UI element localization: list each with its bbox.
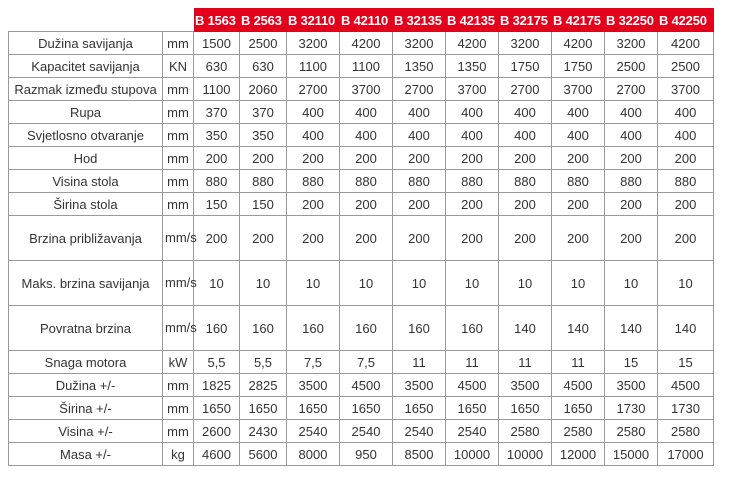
table-row bbox=[9, 32, 714, 55]
value-cell: 3500 bbox=[287, 374, 340, 397]
row-unit: mm bbox=[163, 124, 194, 147]
value-cell: 3500 bbox=[605, 374, 658, 397]
value-cell: 950 bbox=[340, 443, 393, 466]
value-cell: 200 bbox=[194, 147, 240, 170]
value-cell: 630 bbox=[194, 55, 240, 78]
row-label: Širina +/- bbox=[9, 397, 163, 420]
value-cell: 880 bbox=[499, 170, 552, 193]
row-label: Brzina približavanja bbox=[9, 216, 163, 261]
value-cell: 3700 bbox=[552, 78, 605, 101]
header-blank-unit bbox=[163, 9, 194, 32]
value-cell: 140 bbox=[605, 306, 658, 351]
value-cell: 2700 bbox=[499, 78, 552, 101]
value-cell: 12000 bbox=[552, 443, 605, 466]
value-cell: 150 bbox=[240, 193, 287, 216]
table-row bbox=[9, 216, 714, 261]
value-cell: 880 bbox=[658, 170, 714, 193]
value-cell: 1650 bbox=[194, 397, 240, 420]
value-cell: 1650 bbox=[446, 397, 499, 420]
value-cell: 200 bbox=[658, 193, 714, 216]
value-cell: 200 bbox=[552, 193, 605, 216]
header-row bbox=[9, 9, 714, 32]
value-cell: 1750 bbox=[499, 55, 552, 78]
value-cell: 2540 bbox=[393, 420, 446, 443]
value-cell: 10 bbox=[393, 261, 446, 306]
value-cell: 200 bbox=[658, 216, 714, 261]
table-row bbox=[9, 124, 714, 147]
table-row bbox=[9, 443, 714, 466]
row-label: Rupa bbox=[9, 101, 163, 124]
row-unit: mm bbox=[163, 374, 194, 397]
value-cell: 3700 bbox=[340, 78, 393, 101]
value-cell: 15 bbox=[605, 351, 658, 374]
value-cell: 400 bbox=[552, 124, 605, 147]
row-label: Visina +/- bbox=[9, 420, 163, 443]
value-cell: 8000 bbox=[287, 443, 340, 466]
value-cell: 400 bbox=[287, 101, 340, 124]
value-cell: 15 bbox=[658, 351, 714, 374]
table-row bbox=[9, 55, 714, 78]
value-cell: 10 bbox=[287, 261, 340, 306]
value-cell: 200 bbox=[240, 147, 287, 170]
value-cell: 2700 bbox=[605, 78, 658, 101]
value-cell: 4200 bbox=[340, 32, 393, 55]
row-label: Povratna brzina bbox=[9, 306, 163, 351]
table-row bbox=[9, 261, 714, 306]
value-cell: 10 bbox=[340, 261, 393, 306]
row-unit: mm/s bbox=[163, 261, 194, 306]
value-cell: 140 bbox=[552, 306, 605, 351]
row-label: Hod bbox=[9, 147, 163, 170]
value-cell: 200 bbox=[499, 147, 552, 170]
value-cell: 2700 bbox=[287, 78, 340, 101]
value-cell: 200 bbox=[605, 147, 658, 170]
value-cell: 1730 bbox=[658, 397, 714, 420]
row-label: Kapacitet savijanja bbox=[9, 55, 163, 78]
value-cell: 1100 bbox=[340, 55, 393, 78]
value-cell: 1650 bbox=[240, 397, 287, 420]
value-cell: 160 bbox=[287, 306, 340, 351]
row-unit: mm bbox=[163, 101, 194, 124]
value-cell: 8500 bbox=[393, 443, 446, 466]
row-label: Visina stola bbox=[9, 170, 163, 193]
value-cell: 200 bbox=[446, 193, 499, 216]
model-header: B 42250 bbox=[658, 9, 714, 32]
table-row bbox=[9, 170, 714, 193]
value-cell: 11 bbox=[499, 351, 552, 374]
value-cell: 10 bbox=[658, 261, 714, 306]
value-cell: 17000 bbox=[658, 443, 714, 466]
value-cell: 200 bbox=[340, 216, 393, 261]
value-cell: 3200 bbox=[287, 32, 340, 55]
table-row bbox=[9, 78, 714, 101]
value-cell: 200 bbox=[552, 147, 605, 170]
row-label: Širina stola bbox=[9, 193, 163, 216]
value-cell: 880 bbox=[552, 170, 605, 193]
value-cell: 400 bbox=[446, 124, 499, 147]
value-cell: 400 bbox=[605, 101, 658, 124]
row-unit: mm bbox=[163, 78, 194, 101]
value-cell: 1350 bbox=[393, 55, 446, 78]
value-cell: 370 bbox=[240, 101, 287, 124]
value-cell: 1650 bbox=[499, 397, 552, 420]
value-cell: 2600 bbox=[194, 420, 240, 443]
value-cell: 880 bbox=[194, 170, 240, 193]
value-cell: 200 bbox=[446, 216, 499, 261]
value-cell: 2500 bbox=[240, 32, 287, 55]
table-row bbox=[9, 101, 714, 124]
value-cell: 200 bbox=[393, 147, 446, 170]
value-cell: 200 bbox=[194, 216, 240, 261]
value-cell: 1500 bbox=[194, 32, 240, 55]
value-cell: 11 bbox=[552, 351, 605, 374]
value-cell: 3200 bbox=[499, 32, 552, 55]
value-cell: 2500 bbox=[658, 55, 714, 78]
value-cell: 200 bbox=[658, 147, 714, 170]
value-cell: 200 bbox=[340, 147, 393, 170]
row-unit: mm bbox=[163, 32, 194, 55]
value-cell: 400 bbox=[499, 124, 552, 147]
value-cell: 3700 bbox=[446, 78, 499, 101]
value-cell: 160 bbox=[194, 306, 240, 351]
value-cell: 200 bbox=[287, 193, 340, 216]
value-cell: 10 bbox=[552, 261, 605, 306]
value-cell: 200 bbox=[605, 216, 658, 261]
value-cell: 1750 bbox=[552, 55, 605, 78]
table-row bbox=[9, 147, 714, 170]
value-cell: 2580 bbox=[658, 420, 714, 443]
value-cell: 15000 bbox=[605, 443, 658, 466]
row-unit: mm bbox=[163, 147, 194, 170]
value-cell: 200 bbox=[552, 216, 605, 261]
row-unit: mm/s bbox=[163, 306, 194, 351]
model-header: B 32250 bbox=[605, 9, 658, 32]
value-cell: 3700 bbox=[658, 78, 714, 101]
value-cell: 200 bbox=[499, 193, 552, 216]
value-cell: 10 bbox=[194, 261, 240, 306]
value-cell: 160 bbox=[393, 306, 446, 351]
value-cell: 10000 bbox=[446, 443, 499, 466]
row-label: Dužina savijanja bbox=[9, 32, 163, 55]
value-cell: 1650 bbox=[552, 397, 605, 420]
row-label: Snaga motora bbox=[9, 351, 163, 374]
value-cell: 4500 bbox=[552, 374, 605, 397]
value-cell: 3500 bbox=[393, 374, 446, 397]
value-cell: 2430 bbox=[240, 420, 287, 443]
value-cell: 3500 bbox=[499, 374, 552, 397]
value-cell: 200 bbox=[605, 193, 658, 216]
value-cell: 10 bbox=[605, 261, 658, 306]
value-cell: 400 bbox=[658, 124, 714, 147]
row-unit: mm bbox=[163, 420, 194, 443]
value-cell: 1100 bbox=[194, 78, 240, 101]
value-cell: 400 bbox=[393, 124, 446, 147]
value-cell: 400 bbox=[393, 101, 446, 124]
value-cell: 4600 bbox=[194, 443, 240, 466]
value-cell: 10 bbox=[446, 261, 499, 306]
value-cell: 880 bbox=[340, 170, 393, 193]
header-blank-label bbox=[9, 9, 163, 32]
row-label: Masa +/- bbox=[9, 443, 163, 466]
value-cell: 400 bbox=[658, 101, 714, 124]
row-unit: mm bbox=[163, 170, 194, 193]
value-cell: 10 bbox=[240, 261, 287, 306]
value-cell: 880 bbox=[287, 170, 340, 193]
value-cell: 1650 bbox=[287, 397, 340, 420]
value-cell: 630 bbox=[240, 55, 287, 78]
model-header: B 32135 bbox=[393, 9, 446, 32]
row-label: Maks. brzina savijanja bbox=[9, 261, 163, 306]
value-cell: 2060 bbox=[240, 78, 287, 101]
table-row bbox=[9, 420, 714, 443]
value-cell: 2540 bbox=[340, 420, 393, 443]
row-unit: mm/s bbox=[163, 216, 194, 261]
value-cell: 2825 bbox=[240, 374, 287, 397]
value-cell: 7,5 bbox=[340, 351, 393, 374]
value-cell: 1650 bbox=[340, 397, 393, 420]
value-cell: 4200 bbox=[552, 32, 605, 55]
value-cell: 1100 bbox=[287, 55, 340, 78]
value-cell: 10000 bbox=[499, 443, 552, 466]
value-cell: 200 bbox=[446, 147, 499, 170]
value-cell: 880 bbox=[446, 170, 499, 193]
value-cell: 400 bbox=[287, 124, 340, 147]
row-unit: mm bbox=[163, 193, 194, 216]
value-cell: 4500 bbox=[446, 374, 499, 397]
value-cell: 4200 bbox=[446, 32, 499, 55]
value-cell: 200 bbox=[499, 216, 552, 261]
row-unit: mm bbox=[163, 397, 194, 420]
value-cell: 11 bbox=[446, 351, 499, 374]
value-cell: 4500 bbox=[340, 374, 393, 397]
value-cell: 1650 bbox=[393, 397, 446, 420]
value-cell: 400 bbox=[552, 101, 605, 124]
value-cell: 200 bbox=[393, 193, 446, 216]
table-row bbox=[9, 306, 714, 351]
value-cell: 400 bbox=[340, 124, 393, 147]
table-row bbox=[9, 193, 714, 216]
model-header: B 32110 bbox=[287, 9, 340, 32]
value-cell: 2580 bbox=[552, 420, 605, 443]
value-cell: 3200 bbox=[393, 32, 446, 55]
value-cell: 150 bbox=[194, 193, 240, 216]
table-row bbox=[9, 374, 714, 397]
table-row bbox=[9, 351, 714, 374]
value-cell: 200 bbox=[393, 216, 446, 261]
value-cell: 3200 bbox=[605, 32, 658, 55]
value-cell: 140 bbox=[658, 306, 714, 351]
value-cell: 880 bbox=[240, 170, 287, 193]
table-row bbox=[9, 397, 714, 420]
value-cell: 350 bbox=[240, 124, 287, 147]
value-cell: 140 bbox=[499, 306, 552, 351]
value-cell: 880 bbox=[605, 170, 658, 193]
row-label: Razmak između stupova bbox=[9, 78, 163, 101]
value-cell: 370 bbox=[194, 101, 240, 124]
value-cell: 400 bbox=[499, 101, 552, 124]
value-cell: 200 bbox=[287, 147, 340, 170]
value-cell: 2540 bbox=[287, 420, 340, 443]
value-cell: 160 bbox=[240, 306, 287, 351]
value-cell: 200 bbox=[240, 216, 287, 261]
value-cell: 160 bbox=[446, 306, 499, 351]
value-cell: 4500 bbox=[658, 374, 714, 397]
value-cell: 10 bbox=[499, 261, 552, 306]
model-header: B 42110 bbox=[340, 9, 393, 32]
value-cell: 350 bbox=[194, 124, 240, 147]
value-cell: 4200 bbox=[658, 32, 714, 55]
model-header: B 32175 bbox=[499, 9, 552, 32]
value-cell: 400 bbox=[605, 124, 658, 147]
value-cell: 7,5 bbox=[287, 351, 340, 374]
value-cell: 11 bbox=[393, 351, 446, 374]
model-header: B 42135 bbox=[446, 9, 499, 32]
value-cell: 1350 bbox=[446, 55, 499, 78]
row-label: Dužina +/- bbox=[9, 374, 163, 397]
value-cell: 2500 bbox=[605, 55, 658, 78]
value-cell: 1825 bbox=[194, 374, 240, 397]
value-cell: 5600 bbox=[240, 443, 287, 466]
value-cell: 400 bbox=[340, 101, 393, 124]
model-header: B 42175 bbox=[552, 9, 605, 32]
value-cell: 2700 bbox=[393, 78, 446, 101]
value-cell: 2580 bbox=[605, 420, 658, 443]
value-cell: 200 bbox=[287, 216, 340, 261]
value-cell: 5,5 bbox=[240, 351, 287, 374]
model-header: B 2563 bbox=[240, 9, 287, 32]
value-cell: 160 bbox=[340, 306, 393, 351]
row-unit: kg bbox=[163, 443, 194, 466]
value-cell: 400 bbox=[446, 101, 499, 124]
value-cell: 5,5 bbox=[194, 351, 240, 374]
row-label: Svjetlosno otvaranje bbox=[9, 124, 163, 147]
value-cell: 2580 bbox=[499, 420, 552, 443]
model-header: B 1563 bbox=[194, 9, 240, 32]
value-cell: 2540 bbox=[446, 420, 499, 443]
value-cell: 880 bbox=[393, 170, 446, 193]
spec-table bbox=[8, 8, 714, 466]
row-unit: kW bbox=[163, 351, 194, 374]
value-cell: 200 bbox=[340, 193, 393, 216]
row-unit: KN bbox=[163, 55, 194, 78]
value-cell: 1730 bbox=[605, 397, 658, 420]
